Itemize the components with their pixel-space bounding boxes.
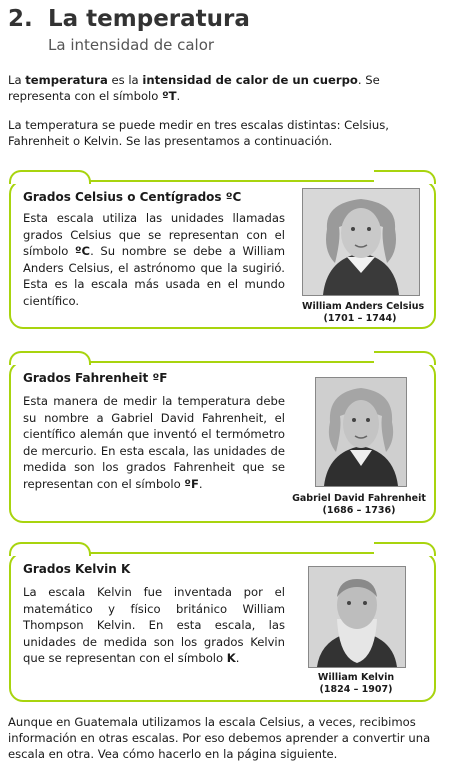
fahrenheit-portrait-art bbox=[316, 378, 406, 486]
kelvin-card bbox=[9, 552, 436, 702]
page-title: La temperatura bbox=[48, 6, 250, 32]
celsius-portrait-icon bbox=[302, 188, 420, 296]
celsius-card-text bbox=[23, 210, 285, 309]
card-symbol: ºF bbox=[184, 476, 199, 491]
kelvin-caption bbox=[286, 672, 426, 696]
intro-term: temperatura bbox=[25, 73, 108, 87]
fahrenheit-caption bbox=[281, 493, 437, 517]
intro-text: . bbox=[176, 89, 181, 103]
card-symbol: K bbox=[226, 651, 236, 665]
section-number: 2. bbox=[8, 6, 33, 32]
celsius-portrait-art bbox=[303, 189, 419, 295]
intro-text: es la bbox=[107, 73, 143, 87]
kelvin-card-title: Grados Kelvin K bbox=[23, 562, 131, 576]
fahrenheit-card-title: Grados Fahrenheit ºF bbox=[23, 371, 168, 385]
page-subtitle: La intensidad de calor bbox=[48, 36, 215, 54]
card-text-part: . bbox=[235, 651, 240, 665]
fahrenheit-portrait-icon bbox=[315, 377, 407, 487]
card-tab-decoration bbox=[9, 170, 91, 184]
caption-name: William Kelvin bbox=[317, 672, 395, 683]
card-text-part: Esta escala utiliza las unidades llamadas grados Celsius que se representan con el símbolo bbox=[23, 211, 285, 258]
card-text-part: . bbox=[198, 476, 203, 491]
kelvin-portrait-icon bbox=[308, 566, 406, 668]
card-text-part: Esta manera de medir la temperatura debe su nombre a Gabriel David Fahrenheit, el científico alemán que inventó el termómetro de mercurio. En esta escala, las unidades de medida son los grados Fahrenheit que se representan con el símbolo bbox=[23, 394, 285, 491]
card-text-part: . Su nombre se debe a William Anders Celsius, el astrónomo que la sugirió. Esta es la escala más usada en el mundo científico. bbox=[23, 244, 285, 308]
outro-paragraph: Aunque en Guatemala utilizamos la escala Celsius, a veces, recibimos información en otras escalas. Por eso debemos aprender a convertir una escala en otra. Vea cómo hacerlo en la página siguiente. bbox=[8, 715, 431, 761]
caption-years: (1686 – 1736) bbox=[322, 505, 396, 516]
card-tab-decoration bbox=[374, 542, 436, 556]
celsius-card bbox=[9, 180, 436, 329]
card-tab-decoration bbox=[374, 351, 436, 365]
intro-definition: intensidad de calor de un cuerpo bbox=[142, 73, 358, 87]
kelvin-portrait-art bbox=[309, 567, 405, 667]
celsius-caption bbox=[302, 301, 425, 325]
celsius-card-title: Grados Celsius o Centígrados ºC bbox=[23, 190, 242, 204]
intro-symbol: ºT bbox=[162, 89, 177, 103]
caption-years: (1824 – 1907) bbox=[319, 684, 393, 695]
caption-name: Gabriel David Fahrenheit bbox=[292, 493, 426, 504]
intro-paragraph-2: La temperatura se puede medir en tres escalas distintas: Celsius, Fahrenheit o Kelvin. Se las presentamos a continuación. bbox=[8, 118, 389, 148]
intro-text: . Se representa con el símbolo bbox=[8, 73, 380, 103]
card-symbol: ºC bbox=[75, 244, 91, 258]
kelvin-card-text bbox=[23, 584, 285, 667]
fahrenheit-card bbox=[9, 361, 436, 523]
intro-text: La bbox=[8, 73, 26, 87]
card-text-part: La escala Kelvin fue inventada por el matemático y físico británico William Thompson Kelvin. En esta escala, las unidades de medida son los grados Kelvin que se representan con el símbolo bbox=[23, 585, 285, 665]
caption-name: William Anders Celsius bbox=[302, 301, 425, 312]
intro-paragraph-1 bbox=[8, 72, 442, 104]
card-tab-decoration bbox=[9, 542, 91, 556]
fahrenheit-card-text bbox=[23, 393, 285, 492]
card-tab-decoration bbox=[374, 170, 436, 184]
caption-years: (1701 – 1744) bbox=[323, 313, 397, 324]
card-tab-decoration bbox=[9, 351, 91, 365]
